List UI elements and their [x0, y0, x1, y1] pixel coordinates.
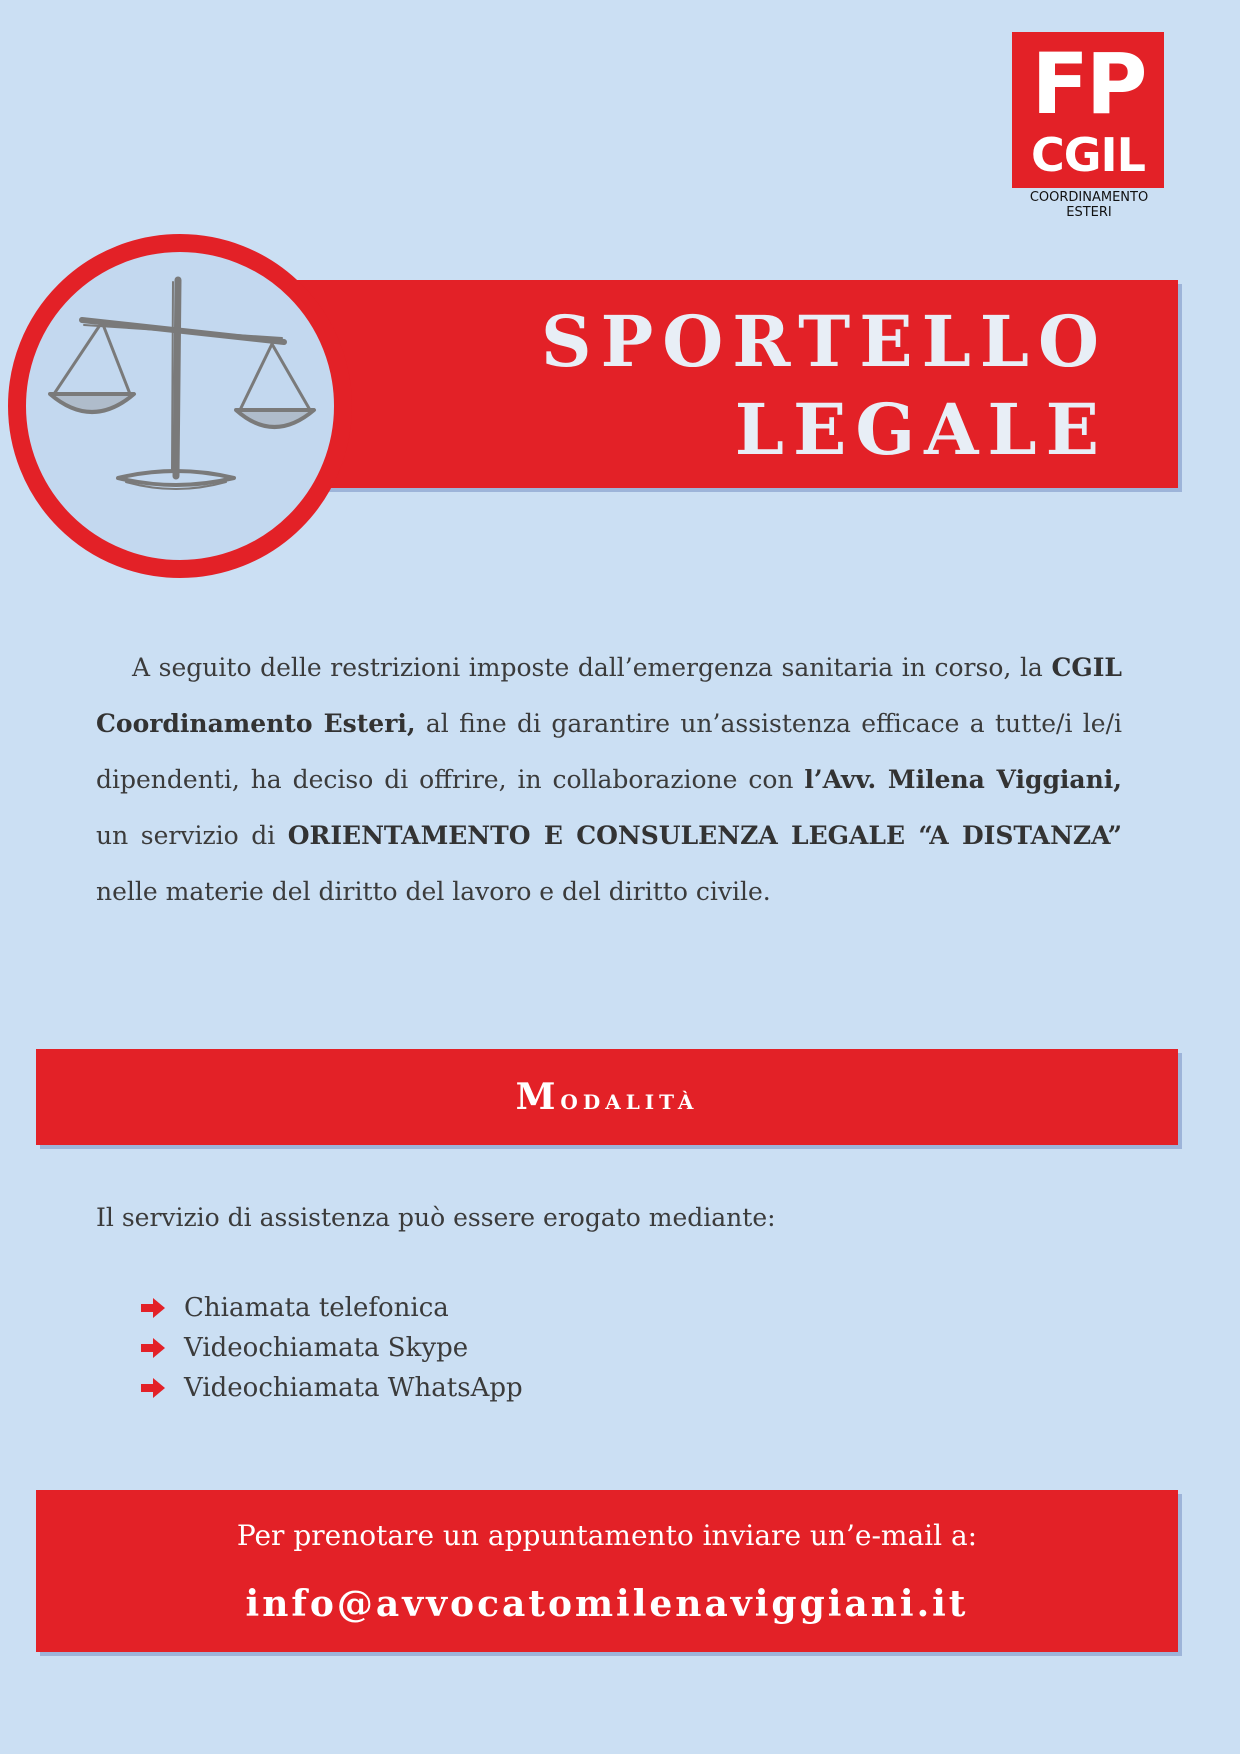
- right-arrow-icon: [140, 1337, 166, 1359]
- service-options-list: [140, 1288, 523, 1408]
- option-label: Videochiamata Skype: [184, 1333, 469, 1363]
- list-item: [140, 1288, 523, 1328]
- logo-cgil-text: CGIL: [1031, 128, 1145, 182]
- intro-text-1: A seguito delle restrizioni imposte dall’emergenza sanitaria in corso, la: [132, 653, 1052, 682]
- intro-text-2: al fine di garantire un’assistenza efficace a tutte/i le/i dipendenti, ha deciso di offrire, in collaborazione con: [96, 709, 1123, 794]
- scales-of-justice-icon: [26, 252, 334, 560]
- title-line-1: SPORTELLO: [541, 300, 1108, 383]
- contact-email[interactable]: info@avvocatomilenaviggiani.it: [245, 1583, 969, 1625]
- intro-bold-lawyer: l’Avv. Milena Viggiani,: [804, 765, 1122, 794]
- page-title: [541, 298, 1108, 474]
- intro-paragraph: [96, 640, 1122, 920]
- booking-box: [36, 1490, 1178, 1652]
- section-title-rest: odalità: [560, 1083, 699, 1116]
- title-banner: [228, 280, 1178, 488]
- fp-cgil-logo: [1012, 32, 1164, 188]
- intro-bold-org: CGIL Coordinamento Esteri,: [96, 653, 1122, 738]
- list-item: [140, 1368, 523, 1408]
- booking-instruction: Per prenotare un appuntamento inviare un’e-mail a:: [236, 1519, 978, 1552]
- section-bar-modalita: [36, 1049, 1178, 1145]
- section-title: [36, 1075, 1178, 1122]
- scales-emblem: [8, 234, 352, 578]
- logo-fp-text: FP: [1031, 35, 1145, 133]
- option-label: Chiamata telefonica: [184, 1293, 449, 1323]
- right-arrow-icon: [140, 1297, 166, 1319]
- title-line-2: LEGALE: [734, 388, 1108, 471]
- intro-bold-service: ORIENTAMENTO E CONSULENZA LEGALE “A DISTANZA”: [287, 821, 1122, 850]
- list-item: [140, 1328, 523, 1368]
- service-lead-text: Il servizio di assistenza può essere erogato mediante:: [96, 1203, 776, 1232]
- logo-subtitle: COORDINAMENTO ESTERI: [1029, 190, 1149, 220]
- right-arrow-icon: [140, 1377, 166, 1399]
- intro-text-3: un servizio di: [96, 821, 288, 850]
- section-title-cap: M: [515, 1076, 561, 1118]
- option-label: Videochiamata WhatsApp: [184, 1373, 523, 1403]
- intro-text-4: nelle materie del diritto del lavoro e del diritto civile.: [96, 877, 771, 906]
